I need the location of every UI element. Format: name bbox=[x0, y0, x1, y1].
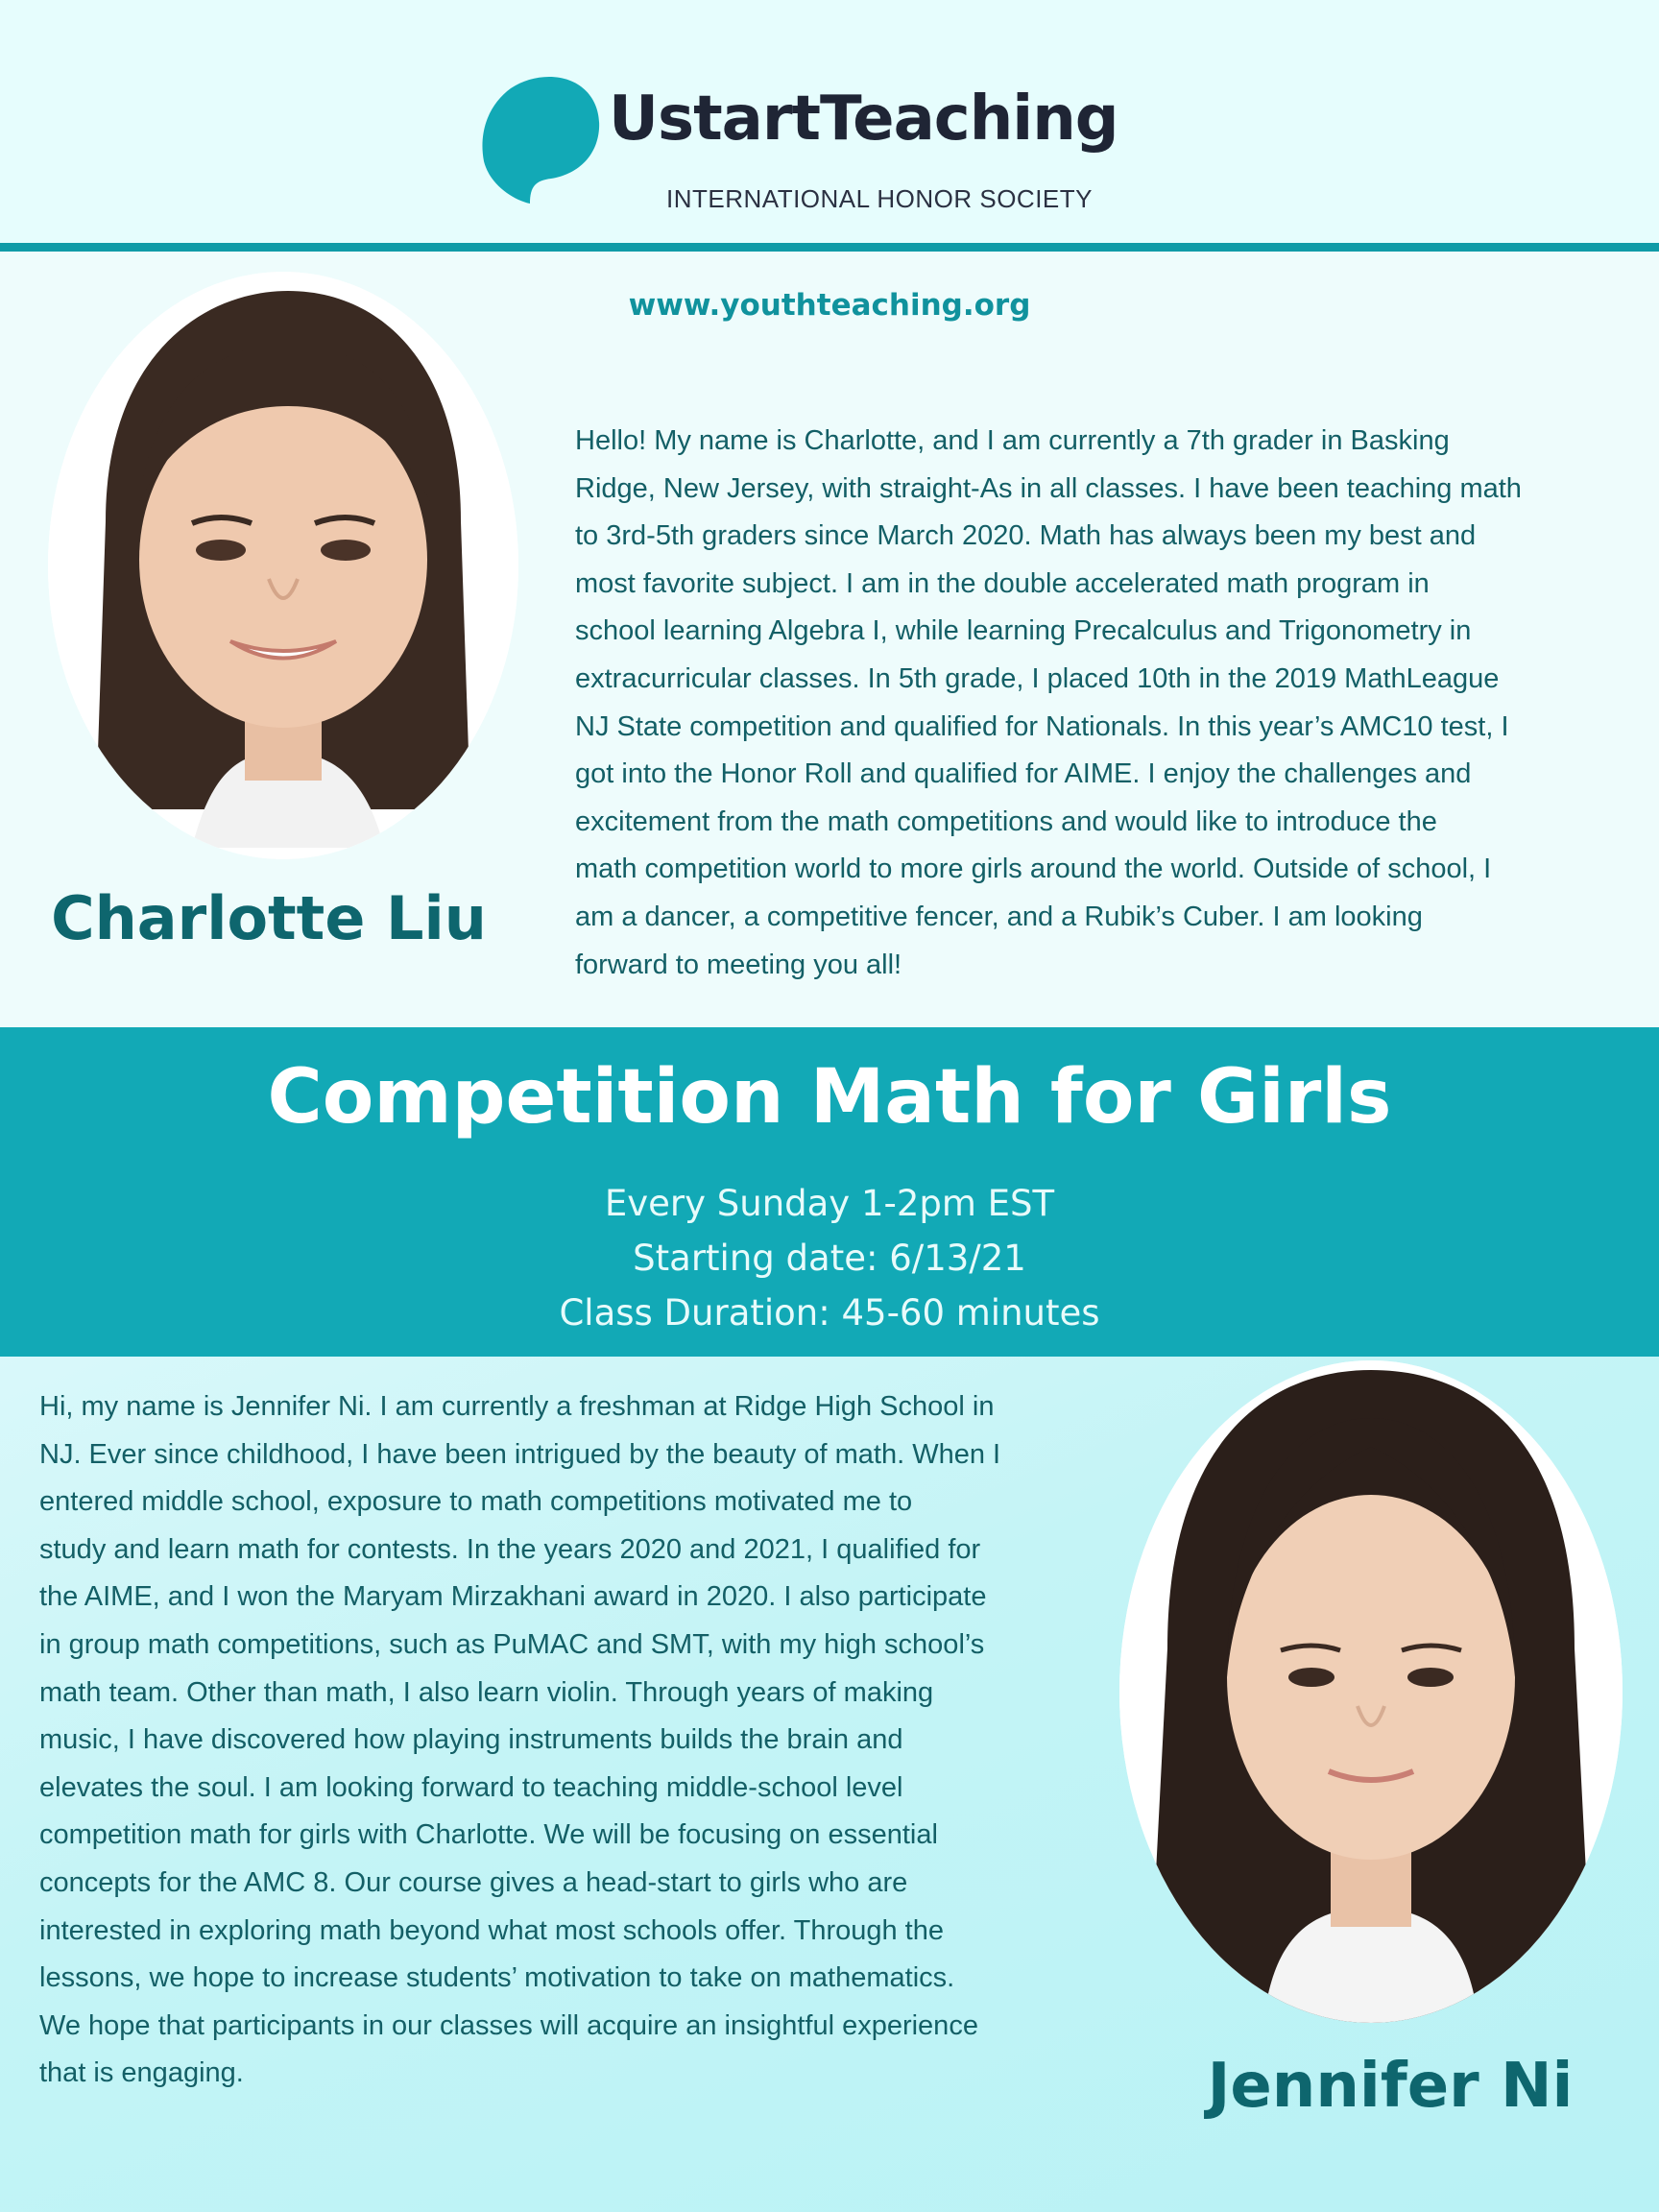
bio-line: entered middle school, exposure to math competitions motivated me to bbox=[39, 1486, 913, 1518]
jennifer-bio bbox=[39, 1383, 1000, 2098]
charlotte-name: Charlotte Liu bbox=[51, 883, 487, 953]
bio-line: concepts for the AMC 8. Our course gives a head-start to girls who are bbox=[39, 1866, 908, 1898]
jennifer-portrait bbox=[1119, 1360, 1623, 2023]
bio-line: lessons, we hope to increase students’ motivation to take on mathematics. bbox=[39, 1962, 955, 1994]
course-duration: Class Duration: 45-60 minutes bbox=[559, 1292, 1100, 1334]
bio-line: Ridge, New Jersey, with straight-As in all classes. I have been teaching math bbox=[575, 472, 1522, 504]
brand-tagline: INTERNATIONAL HONOR SOCIETY bbox=[666, 184, 1093, 213]
header-divider bbox=[0, 243, 1659, 252]
course-start-date: Starting date: 6/13/21 bbox=[633, 1238, 1026, 1279]
bio-line: elevates the soul. I am looking forward to teaching middle-school level bbox=[39, 1771, 903, 1803]
bio-line: NJ State competition and qualified for Nationals. In this year’s AMC10 test, I bbox=[575, 710, 1509, 742]
jennifer-name: Jennifer Ni bbox=[1207, 2051, 1574, 2122]
bio-line: in group math competitions, such as PuMAC and SMT, with my high school’s bbox=[39, 1628, 985, 1660]
bio-line: competition math for girls with Charlotte. We will be focusing on essential bbox=[39, 1819, 938, 1851]
brand-name: UstartTeaching bbox=[609, 84, 1118, 155]
bio-line: Hi, my name is Jennifer Ni. I am currently a freshman at Ridge High School in bbox=[39, 1391, 995, 1422]
bio-line: the AIME, and I won the Maryam Mirzakhani award in 2020. I also participate bbox=[39, 1581, 987, 1613]
bio-line: study and learn math for contests. In the years 2020 and 2021, I qualified for bbox=[39, 1533, 981, 1565]
bio-line: excitement from the math competitions and would like to introduce the bbox=[575, 805, 1437, 837]
charlotte-bio bbox=[575, 418, 1522, 989]
bio-line: most favorite subject. I am in the double accelerated math program in bbox=[575, 567, 1430, 599]
bio-line: NJ. Ever since childhood, I have been intrigued by the beauty of math. When I bbox=[39, 1438, 1001, 1470]
bio-line: to 3rd-5th graders since March 2020. Math has always been my best and bbox=[575, 520, 1477, 552]
bio-line: school learning Algebra I, while learning Precalculus and Trigonometry in bbox=[575, 615, 1472, 647]
bio-line: that is engaging. bbox=[39, 2057, 244, 2089]
bio-line: math competition world to more girls around the world. Outside of school, I bbox=[575, 854, 1492, 885]
ustart-logo-icon bbox=[480, 73, 605, 207]
charlotte-portrait bbox=[48, 272, 518, 859]
bio-line: am a dancer, a competitive fencer, and a Rubik’s Cuber. I am looking bbox=[575, 901, 1423, 932]
bio-line: math team. Other than math, I also learn violin. Through years of making bbox=[39, 1676, 934, 1708]
bio-line: We hope that participants in our classes will acquire an insightful experience bbox=[39, 2009, 978, 2041]
course-schedule: Every Sunday 1-2pm EST bbox=[604, 1183, 1055, 1224]
bio-line: got into the Honor Roll and qualified for AIME. I enjoy the challenges and bbox=[575, 758, 1472, 790]
bio-line: forward to meeting you all! bbox=[575, 949, 902, 980]
bio-line: extracurricular classes. In 5th grade, I placed 10th in the 2019 MathLeague bbox=[575, 662, 1500, 694]
bio-line: interested in exploring math beyond what most schools offer. Through the bbox=[39, 1914, 944, 1946]
website-link[interactable]: www.youthteaching.org bbox=[628, 288, 1031, 323]
course-title: Competition Math for Girls bbox=[267, 1054, 1392, 1141]
bio-line: music, I have discovered how playing instruments builds the brain and bbox=[39, 1724, 903, 1756]
bio-line: Hello! My name is Charlotte, and I am currently a 7th grader in Basking bbox=[575, 425, 1450, 456]
